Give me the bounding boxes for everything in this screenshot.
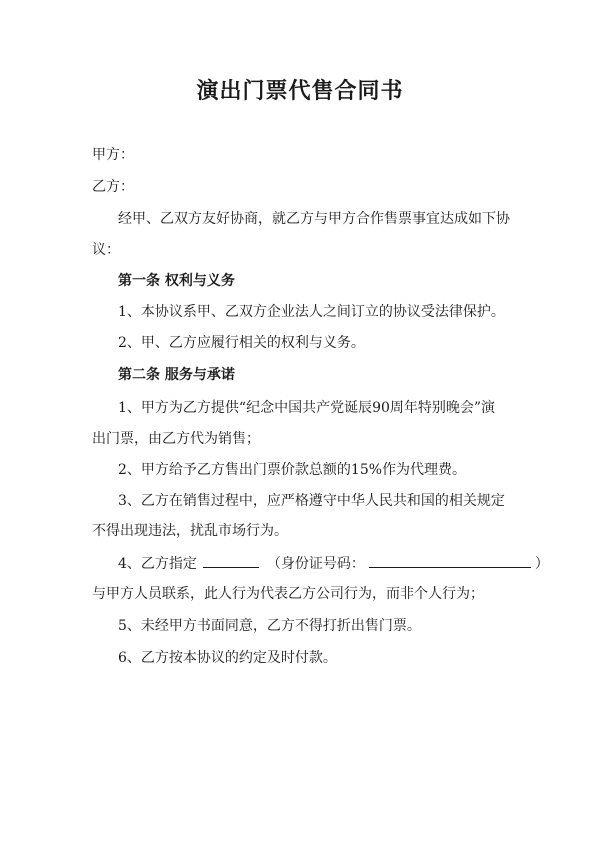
article-2-item-5: 5、未经甲方书面同意，乙方不得打折出售门票。 (118, 618, 421, 634)
item-4-prefix: 4、乙方指定 (118, 556, 197, 572)
article-2-item-4-line-2: 与甲方人员联系，此人行为代表乙方公司行为，而非个人行为； (92, 586, 484, 602)
party-b-label: 乙方： (92, 179, 134, 195)
item-4-close-paren: ） (534, 556, 549, 572)
article-2-item-6: 6、乙方按本协议的约定及时付款。 (118, 650, 337, 666)
id-number-blank (369, 554, 531, 568)
intro-paragraph-line-1: 经甲、乙双方友好协商，就乙方与甲方合作售票事宜达成如下协 (118, 211, 510, 227)
article-2-item-3-line-1: 3、乙方在销售过程中，应严格遵守中华人民共和国的相关规定 (118, 493, 505, 509)
party-a-label: 甲方： (92, 147, 134, 163)
article-1-item-1: 1、本协议系甲、乙双方企业法人之间订立的协议受法律保护。 (118, 304, 505, 320)
article-2-item-1-line-1: 1、甲方为乙方提供“纪念中国共产党诞辰90周年特别晚会”演 (118, 400, 496, 416)
article-2-item-3-line-2: 不得出现违法，扰乱市场行为。 (92, 523, 288, 539)
contact-name-blank (203, 554, 259, 568)
article-2-item-4-line-1 (118, 554, 549, 573)
document-title: 演出门票代售合同书 (196, 78, 404, 104)
article-1-heading: 第一条 权利与义务 (118, 273, 235, 289)
article-2-item-1-line-2: 出门票，由乙方代为销售； (92, 431, 260, 447)
intro-paragraph-line-2: 议： (92, 242, 120, 258)
item-4-id-label: （身份证号码： (266, 556, 365, 572)
article-2-heading: 第二条 服务与承诺 (118, 367, 235, 383)
article-2-item-2: 2、甲方给予乙方售出门票价款总额的15%作为代理费。 (118, 462, 467, 478)
article-1-item-2: 2、甲、乙方应履行相关的权利与义务。 (118, 335, 365, 351)
